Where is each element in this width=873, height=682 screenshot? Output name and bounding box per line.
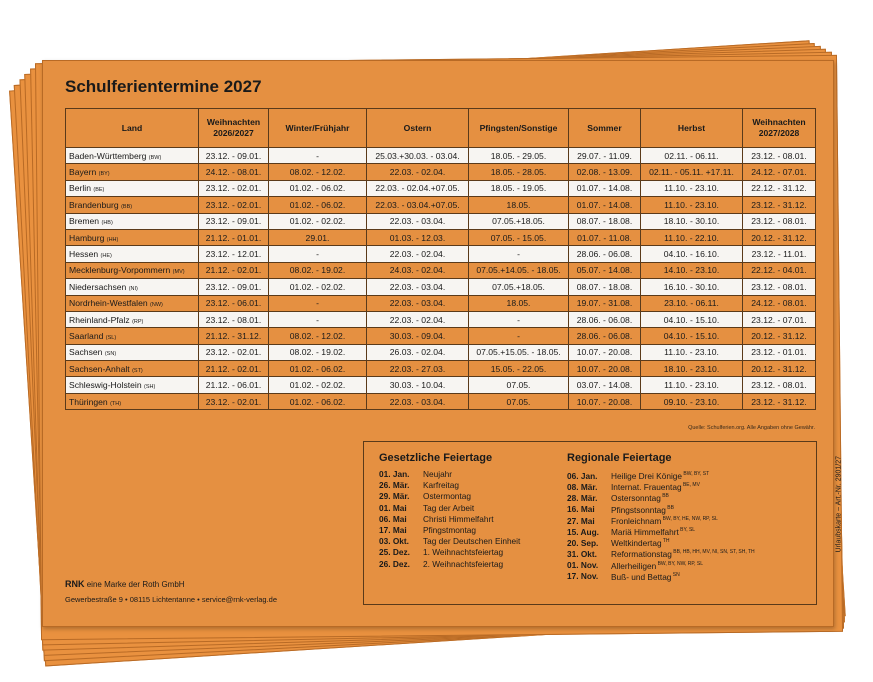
date-cell: 01.07. - 11.08.: [569, 229, 641, 245]
date-cell: 09.10. - 23.10.: [641, 393, 743, 409]
holiday-name: Mariä Himmelfahrt: [611, 526, 679, 537]
date-cell: 07.05.: [469, 393, 569, 409]
date-cell: 18.10. - 30.10.: [641, 213, 743, 229]
column-header: Weihnachten 2027/2028: [743, 109, 816, 148]
holiday-name: Pfingstsonntag: [611, 504, 666, 515]
table-row: [66, 279, 816, 295]
holiday-row: [379, 514, 520, 525]
state-cell: Nordrhein-Westfalen (NW): [66, 295, 199, 311]
holiday-row: [379, 559, 520, 570]
date-cell: 23.12. - 09.01.: [199, 279, 269, 295]
state-cell: Niedersachsen (NI): [66, 279, 199, 295]
column-header: Pfingsten/Sonstige: [469, 109, 569, 148]
date-cell: 18.05. - 28.05.: [469, 164, 569, 180]
date-cell: 23.12. - 07.01.: [743, 311, 816, 327]
date-cell: 29.01.: [269, 229, 367, 245]
holiday-date: 15. Aug.: [567, 526, 599, 537]
date-cell: 23.12. - 02.01.: [199, 197, 269, 213]
table-row: [66, 361, 816, 377]
holiday-row: [379, 469, 520, 480]
date-cell: 29.07. - 11.09.: [569, 148, 641, 164]
date-cell: 23.12. - 02.01.: [199, 180, 269, 196]
regional-holidays: [567, 452, 755, 581]
holiday-date: 01. Jan.: [379, 469, 410, 479]
state-cell: Bremen (HB): [66, 213, 199, 229]
holiday-states: BB: [665, 504, 674, 511]
holiday-date: 26. Dez.: [379, 558, 410, 569]
state-code: (SL): [105, 334, 117, 341]
holiday-date: 17. Mai: [379, 524, 407, 535]
legal-holidays: [379, 452, 520, 570]
holiday-row: [379, 503, 520, 514]
logo-text: RNK: [65, 579, 85, 589]
holiday-row: [567, 536, 755, 547]
date-cell: 04.10. - 15.10.: [641, 328, 743, 344]
date-cell: 22.03. - 03.04.+07.05.: [367, 197, 469, 213]
date-cell: 23.12. - 06.01.: [199, 295, 269, 311]
holiday-row: [567, 525, 755, 536]
date-cell: 30.03. - 09.04.: [367, 328, 469, 344]
state-code: (SH): [144, 384, 156, 391]
date-cell: 07.05.: [469, 377, 569, 393]
date-cell: 22.03. - 02.04.: [367, 246, 469, 262]
state-cell: Sachsen (SN): [66, 344, 199, 360]
state-cell: Thüringen (TH): [66, 393, 199, 409]
holiday-row: [379, 536, 520, 547]
date-cell: 18.05. - 29.05.: [469, 148, 569, 164]
date-cell: -: [269, 295, 367, 311]
holiday-date: 20. Sep.: [567, 537, 599, 548]
holiday-name: Allerheiligen: [611, 560, 657, 571]
date-cell: 11.10. - 23.10.: [641, 344, 743, 360]
holiday-name: Reformationstag: [611, 549, 672, 560]
table-row: [66, 180, 816, 196]
holiday-name: Pfingstmontag: [423, 524, 477, 535]
holiday-name: Buß- und Bettag: [611, 571, 672, 582]
date-cell: 04.10. - 16.10.: [641, 246, 743, 262]
date-cell: 18.10. - 23.10.: [641, 361, 743, 377]
table-row: [66, 262, 816, 278]
date-cell: 22.12. - 31.12.: [743, 180, 816, 196]
date-cell: 23.12. - 09.01.: [199, 148, 269, 164]
date-cell: 23.12. - 08.01.: [743, 148, 816, 164]
column-header: Herbst: [641, 109, 743, 148]
date-cell: 07.05.+18.05.: [469, 279, 569, 295]
date-cell: 22.03. - 03.04.: [367, 393, 469, 409]
holiday-date: 08. Mär.: [567, 481, 598, 492]
state-cell: Schleswig-Holstein (SH): [66, 377, 199, 393]
date-cell: 18.05.: [469, 295, 569, 311]
holiday-states: BW, BY, HE, NW, RP, SL: [661, 515, 718, 522]
date-cell: 01.02. - 06.02.: [269, 197, 367, 213]
state-cell: Sachsen-Anhalt (ST): [66, 361, 199, 377]
date-cell: 21.12. - 02.01.: [199, 361, 269, 377]
state-code: (TH): [110, 400, 122, 407]
holiday-card: [42, 60, 842, 627]
table-body: [66, 148, 816, 410]
holiday-name: Heilige Drei Könige: [611, 470, 683, 481]
table-row: [66, 213, 816, 229]
date-cell: 23.12. - 02.01.: [199, 393, 269, 409]
holiday-name: Ostersonntag: [611, 493, 661, 504]
date-cell: 23.12. - 02.01.: [199, 344, 269, 360]
date-cell: 21.12. - 02.01.: [199, 262, 269, 278]
brand-logo: [65, 579, 185, 589]
holiday-row: [379, 480, 520, 491]
date-cell: 20.12. - 31.12.: [743, 328, 816, 344]
article-number: Urlaubskarte – Art.-Nr. 2901/27: [835, 456, 842, 553]
holiday-date: 26. Mär.: [379, 480, 410, 491]
date-cell: 01.07. - 14.08.: [569, 197, 641, 213]
date-cell: 19.07. - 31.08.: [569, 295, 641, 311]
date-cell: 21.12. - 01.01.: [199, 229, 269, 245]
holiday-date: 29. Mär.: [379, 491, 410, 502]
date-cell: 04.10. - 15.10.: [641, 311, 743, 327]
address-line: Gewerbestraße 9 • 08115 Lichtentanne • service@rnk-verlag.de: [65, 595, 278, 604]
holiday-states: BY, SL: [678, 526, 696, 533]
date-cell: 08.07. - 18.08.: [569, 279, 641, 295]
table-row: [66, 295, 816, 311]
date-cell: 10.07. - 20.08.: [569, 344, 641, 360]
state-cell: Berlin (BE): [66, 180, 199, 196]
state-code: (BE): [93, 187, 105, 194]
holiday-states: BW, BY, NW, RP, SL: [656, 560, 703, 567]
date-cell: 24.03. - 02.04.: [367, 262, 469, 278]
table-row: [66, 197, 816, 213]
state-code: (RP): [132, 318, 144, 325]
holiday-date: 06. Jan.: [567, 470, 598, 481]
date-cell: 02.08. - 13.09.: [569, 164, 641, 180]
date-cell: 07.05.+15.05. - 18.05.: [469, 344, 569, 360]
holiday-states: BE, MV: [681, 482, 700, 489]
holiday-row: [567, 559, 755, 570]
date-cell: 23.12. - 08.01.: [199, 311, 269, 327]
date-cell: 05.07. - 14.08.: [569, 262, 641, 278]
state-code: (HE): [100, 253, 112, 260]
table-row: [66, 246, 816, 262]
date-cell: 22.03. - 02.04.: [367, 311, 469, 327]
date-cell: 23.12. - 11.01.: [743, 246, 816, 262]
date-cell: 03.07. - 14.08.: [569, 377, 641, 393]
date-cell: 22.03. - 02.04.+07.05.: [367, 180, 469, 196]
state-cell: Brandenburg (BB): [66, 197, 199, 213]
state-cell: Baden-Württemberg (BW): [66, 148, 199, 164]
date-cell: 08.02. - 12.02.: [269, 328, 367, 344]
holiday-date: 01. Mai: [379, 502, 407, 513]
date-cell: 10.07. - 20.08.: [569, 393, 641, 409]
holiday-row: [567, 514, 755, 525]
date-cell: 14.10. - 23.10.: [641, 262, 743, 278]
holiday-date: 06. Mai: [379, 513, 407, 524]
date-cell: 21.12. - 31.12.: [199, 328, 269, 344]
table-header-row: [66, 109, 816, 148]
holiday-row: [567, 469, 755, 480]
date-cell: 22.03. - 03.04.: [367, 279, 469, 295]
date-cell: 23.12. - 08.01.: [743, 377, 816, 393]
holiday-states: TH: [661, 538, 670, 545]
table-row: [66, 148, 816, 164]
date-cell: 08.02. - 19.02.: [269, 262, 367, 278]
holiday-date: 27. Mai: [567, 515, 595, 526]
date-cell: -: [469, 311, 569, 327]
date-cell: 24.12. - 08.01.: [199, 164, 269, 180]
card-title: Schulferientermine 2027: [65, 77, 262, 96]
holiday-states: BB: [660, 493, 669, 500]
date-cell: -: [269, 246, 367, 262]
date-cell: 07.05.+18.05.: [469, 213, 569, 229]
state-code: (BW): [148, 154, 162, 161]
holiday-name: Christi Himmelfahrt: [423, 513, 494, 524]
holiday-name: Tag der Deutschen Einheit: [423, 536, 521, 547]
date-cell: 25.03.+30.03. - 03.04.: [367, 148, 469, 164]
brand-text: eine Marke der Roth GmbH: [86, 580, 185, 589]
state-cell: Saarland (SL): [66, 328, 199, 344]
state-cell: Hamburg (HH): [66, 229, 199, 245]
date-cell: 18.05. - 19.05.: [469, 180, 569, 196]
date-cell: 01.02. - 02.02.: [269, 213, 367, 229]
date-cell: 01.02. - 02.02.: [269, 377, 367, 393]
state-code: (HB): [101, 220, 113, 227]
date-cell: 28.06. - 06.08.: [569, 311, 641, 327]
table-row: [66, 377, 816, 393]
date-cell: 16.10. - 30.10.: [641, 279, 743, 295]
date-cell: 01.02. - 06.02.: [269, 393, 367, 409]
date-cell: 22.12. - 04.01.: [743, 262, 816, 278]
holiday-date: 16. Mai: [567, 504, 595, 515]
date-cell: 22.03. - 27.03.: [367, 361, 469, 377]
column-header: Winter/Frühjahr: [269, 109, 367, 148]
holiday-row: [567, 491, 755, 502]
date-cell: 28.06. - 06.08.: [569, 328, 641, 344]
date-cell: 23.12. - 08.01.: [743, 279, 816, 295]
holiday-name: Tag der Arbeit: [423, 502, 475, 513]
holiday-states: SN: [671, 571, 680, 578]
holiday-row: [379, 525, 520, 536]
holiday-date: 03. Okt.: [379, 536, 409, 547]
date-cell: 08.02. - 12.02.: [269, 164, 367, 180]
holiday-name: 2. Weihnachtsfeiertag: [423, 558, 504, 569]
date-cell: 28.06. - 06.08.: [569, 246, 641, 262]
date-cell: 01.02. - 06.02.: [269, 361, 367, 377]
holiday-row: [567, 480, 755, 491]
date-cell: 08.02. - 19.02.: [269, 344, 367, 360]
regional-holidays-title: Regionale Feiertage: [567, 452, 672, 464]
date-cell: 23.12. - 08.01.: [743, 213, 816, 229]
holiday-row: [379, 491, 520, 502]
date-cell: 23.12. - 31.12.: [743, 197, 816, 213]
date-cell: 11.10. - 23.10.: [641, 377, 743, 393]
date-cell: 01.02. - 06.02.: [269, 180, 367, 196]
date-cell: 30.03. - 10.04.: [367, 377, 469, 393]
date-cell: 23.12. - 01.01.: [743, 344, 816, 360]
date-cell: 24.12. - 08.01.: [743, 295, 816, 311]
holiday-name: Ostermontag: [423, 491, 471, 502]
date-cell: 11.10. - 22.10.: [641, 229, 743, 245]
column-header: Land: [66, 109, 199, 148]
table-row: [66, 328, 816, 344]
date-cell: 07.05.+14.05. - 18.05.: [469, 262, 569, 278]
date-cell: 11.10. - 23.10.: [641, 197, 743, 213]
state-cell: Hessen (HE): [66, 246, 199, 262]
holiday-date: 31. Okt.: [567, 549, 597, 560]
state-code: (MV): [172, 269, 185, 276]
source-note: Quelle: Schulferien.org. Alle Angaben ohne Gewähr.: [688, 425, 815, 431]
date-cell: 08.07. - 18.08.: [569, 213, 641, 229]
date-cell: 10.07. - 20.08.: [569, 361, 641, 377]
state-code: (NI): [128, 285, 138, 292]
table-row: [66, 229, 816, 245]
holiday-name: Karfreitag: [423, 480, 459, 491]
date-cell: 20.12. - 31.12.: [743, 361, 816, 377]
date-cell: -: [469, 328, 569, 344]
date-cell: 21.12. - 06.01.: [199, 377, 269, 393]
date-cell: 18.05.: [469, 197, 569, 213]
column-header: Sommer: [569, 109, 641, 148]
holiday-name: Neujahr: [423, 469, 453, 479]
date-cell: 23.12. - 09.01.: [199, 213, 269, 229]
table-row: [66, 311, 816, 327]
state-code: (ST): [132, 367, 143, 374]
holiday-states: BW, BY, ST: [682, 471, 710, 477]
holiday-name: Internat. Frauentag: [611, 481, 682, 492]
holiday-table: [65, 108, 816, 410]
date-cell: 26.03. - 02.04.: [367, 344, 469, 360]
holiday-date: 17. Nov.: [567, 571, 599, 582]
date-cell: 07.05. - 15.05.: [469, 229, 569, 245]
holiday-row: [379, 547, 520, 558]
table-row: [66, 393, 816, 409]
date-cell: 22.03. - 03.04.: [367, 213, 469, 229]
date-cell: 01.02. - 02.02.: [269, 279, 367, 295]
state-cell: Mecklenburg-Vorpommern (MV): [66, 262, 199, 278]
holiday-states: BB, HB, HH, MV, NI, SN, ST, SH, TH: [671, 549, 755, 556]
date-cell: 23.12. - 12.01.: [199, 246, 269, 262]
holiday-name: 1. Weihnachtsfeiertag: [423, 547, 504, 558]
state-cell: Bayern (BY): [66, 164, 199, 180]
holiday-date: 28. Mär.: [567, 493, 598, 504]
state-code: (BY): [98, 171, 110, 178]
legal-holidays-title: Gesetzliche Feiertage: [379, 452, 493, 464]
table-row: [66, 164, 816, 180]
date-cell: 15.05. - 22.05.: [469, 361, 569, 377]
holiday-row: [567, 547, 755, 558]
date-cell: 11.10. - 23.10.: [641, 180, 743, 196]
table-row: [66, 344, 816, 360]
holidays-box: [363, 441, 817, 605]
state-cell: Rheinland-Pfalz (RP): [66, 311, 199, 327]
date-cell: -: [269, 148, 367, 164]
date-cell: 01.03. - 12.03.: [367, 229, 469, 245]
date-cell: 01.07. - 14.08.: [569, 180, 641, 196]
date-cell: 22.03. - 03.04.: [367, 295, 469, 311]
date-cell: 02.11. - 06.11.: [641, 148, 743, 164]
holiday-name: Weltkindertag: [611, 537, 662, 548]
state-code: (HH): [106, 236, 119, 243]
date-cell: 23.10. - 06.11.: [641, 295, 743, 311]
holiday-date: 01. Nov.: [567, 560, 599, 571]
holiday-name: Fronleichnam: [611, 515, 662, 526]
date-cell: -: [469, 246, 569, 262]
date-cell: 20.12. - 31.12.: [743, 229, 816, 245]
date-cell: 23.12. - 31.12.: [743, 393, 816, 409]
date-cell: 24.12. - 07.01.: [743, 164, 816, 180]
holiday-row: [567, 503, 755, 514]
column-header: Weihnachten 2026/2027: [199, 109, 269, 148]
holiday-date: 25. Dez.: [379, 547, 410, 558]
state-code: (NW): [150, 302, 163, 309]
holiday-row: [567, 570, 755, 581]
state-code: (SN): [104, 351, 117, 358]
column-header: Ostern: [367, 109, 469, 148]
date-cell: -: [269, 311, 367, 327]
date-cell: 22.03. - 02.04.: [367, 164, 469, 180]
date-cell: 02.11. - 05.11. +17.11.: [641, 164, 743, 180]
state-code: (BB): [121, 203, 133, 210]
